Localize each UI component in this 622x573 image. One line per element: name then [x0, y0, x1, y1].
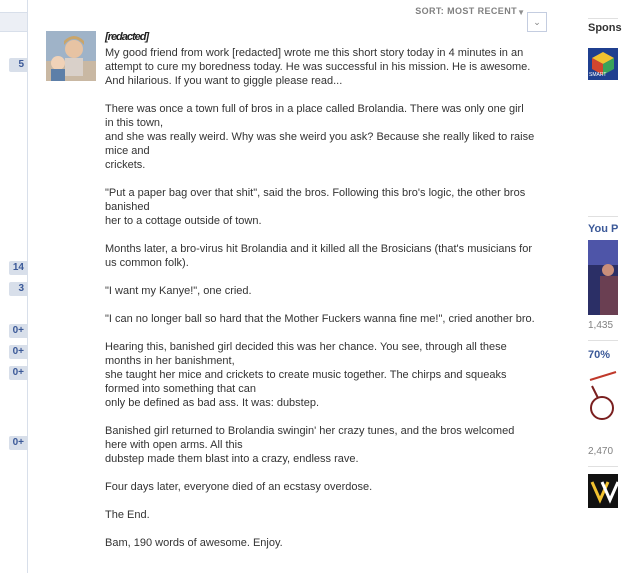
- paragraph-gap: [105, 466, 535, 480]
- news-feed: [28, 0, 555, 573]
- divider: [588, 216, 618, 217]
- paragraph-gap: [105, 228, 535, 242]
- paragraph-gap: [105, 494, 535, 508]
- message-line: only be defined as bad ass. It was: dubstep.: [105, 397, 320, 409]
- message-line: her to a cottage outside of town.: [105, 215, 262, 227]
- avatar-photo: [46, 31, 96, 81]
- message-line: "I can no longer ball so hard that the Mother Fuckers wanna fine me!", cried another bro.: [105, 313, 535, 325]
- chevron-logo-icon: [588, 474, 618, 508]
- product-count: 2,470: [588, 446, 614, 457]
- message-line: and she was really weird. Why was she weird you ask? Because she really liked to raise mice and: [105, 131, 535, 157]
- message-line: "I want my Kanye!", one cried.: [105, 285, 252, 297]
- ad-thumbnail[interactable]: [588, 48, 618, 80]
- discount-heading[interactable]: 70%: [588, 349, 611, 361]
- paragraph-gap: [105, 298, 535, 312]
- glasses-icon: [588, 366, 618, 436]
- divider: [588, 466, 618, 467]
- count-badge[interactable]: 0+: [9, 366, 27, 380]
- message-line: dubstep made them blast into a crazy, endless rave.: [105, 453, 359, 465]
- message-line: Four days later, everyone died of an ecstasy overdose.: [105, 481, 373, 493]
- count-badge[interactable]: 0+: [9, 345, 27, 359]
- avatar[interactable]: [46, 31, 96, 81]
- message-line: Banished girl returned to Brolandia swingin' her crazy tunes, and the bros welcomed here with open arms. All this: [105, 425, 515, 451]
- view-count: 1,435: [588, 320, 614, 331]
- post-message: [105, 46, 535, 550]
- count-badge[interactable]: 0+: [9, 436, 27, 450]
- left-rail: [0, 0, 28, 573]
- paragraph-gap: [105, 522, 535, 536]
- message-line: There was once a town full of bros in a place called Brolandia. There was only one girl in this town,: [105, 103, 524, 129]
- thumbnail-image: [588, 240, 618, 315]
- divider: [588, 340, 618, 341]
- video-thumbnail[interactable]: [588, 240, 618, 315]
- paragraph-gap: [105, 410, 535, 424]
- count-badge[interactable]: 3: [9, 282, 27, 296]
- brand-logo[interactable]: [588, 474, 618, 508]
- count-badge[interactable]: 14: [9, 261, 27, 275]
- count-badge[interactable]: 5: [9, 58, 27, 72]
- divider: [588, 18, 618, 19]
- chevron-down-icon: ⌄: [533, 17, 541, 27]
- message-line: The End.: [105, 509, 150, 521]
- message-line: My good friend from work [redacted] wrote me this short story today in 4 minutes in an attempt to cure my boredness today. He was successful in his mission. He is awesome. And hilarious. If you want to giggle please read...: [105, 47, 531, 87]
- product-thumbnail[interactable]: [588, 366, 618, 436]
- story-options-button[interactable]: [527, 12, 547, 32]
- paragraph-gap: [105, 172, 535, 186]
- message-line: "Put a paper bag over that shit", said the bros. Following this bro's logic, the other bros banished: [105, 187, 526, 213]
- message-line: Bam, 190 words of awesome. Enjoy.: [105, 537, 283, 549]
- sponsored-heading: Spons: [588, 22, 622, 34]
- message-line: Hearing this, banished girl decided this was her chance. You see, through all these months in her banishment,: [105, 341, 507, 367]
- chevron-down-icon[interactable]: ▼: [517, 8, 525, 17]
- message-line: Months later, a bro-virus hit Brolandia and it killed all the Brosicians (that's musicians for us common folk).: [105, 243, 533, 269]
- rail-selected-row[interactable]: [0, 12, 27, 32]
- paragraph-gap: [105, 88, 535, 102]
- count-badge[interactable]: 0+: [9, 324, 27, 338]
- right-sidebar: [580, 0, 622, 573]
- paragraph-gap: [105, 326, 535, 340]
- post-author-name[interactable]: [redacted]: [105, 31, 149, 43]
- sort-dropdown[interactable]: SORT: MOST RECENT: [415, 6, 517, 16]
- message-line: crickets.: [105, 159, 146, 171]
- section-heading[interactable]: You P: [588, 223, 619, 235]
- ad-icon-text: SMART: [589, 72, 607, 78]
- sort-bar: [28, 6, 555, 20]
- message-line: she taught her mice and crickets to create music together. The chirps and squeaks formed into something that can: [105, 369, 507, 395]
- paragraph-gap: [105, 270, 535, 284]
